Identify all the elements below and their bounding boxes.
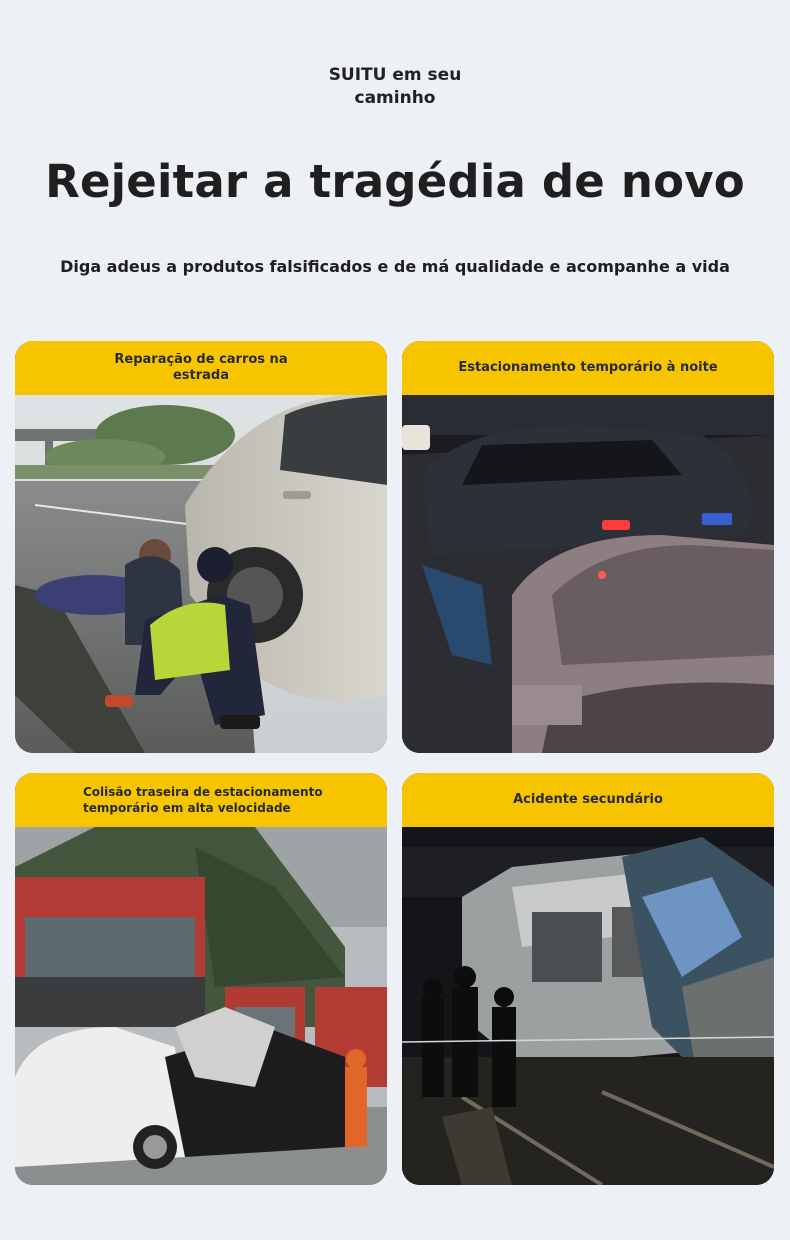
card-header xyxy=(15,773,387,827)
card-secondary-accident xyxy=(402,773,774,1185)
card-label: Colisão traseira de estacionamento temporário em alta velocidade xyxy=(83,785,323,815)
tagline: SUITU em seu caminho xyxy=(328,65,462,108)
secondary-accident-photo xyxy=(402,827,774,1185)
page-title: Rejeitar a tragédia de novo xyxy=(45,155,745,208)
card-label: Acidente secundário xyxy=(513,792,663,807)
page-subtitle: Diga adeus a produtos falsificados e de má qualidade e acompanhe a vida xyxy=(60,257,730,276)
card-label: Estacionamento temporário à noite xyxy=(458,360,718,375)
card-header xyxy=(402,773,774,827)
card-header xyxy=(402,341,774,395)
card-night-parking xyxy=(402,341,774,753)
card-rear-collision xyxy=(15,773,387,1185)
night-parking-photo xyxy=(402,395,774,753)
card-roadside-repair xyxy=(15,341,387,753)
card-label: Reparação de carros na estrada xyxy=(114,352,288,383)
rear-collision-photo xyxy=(15,827,387,1185)
roadside-repair-photo xyxy=(15,395,387,753)
card-header xyxy=(15,341,387,395)
